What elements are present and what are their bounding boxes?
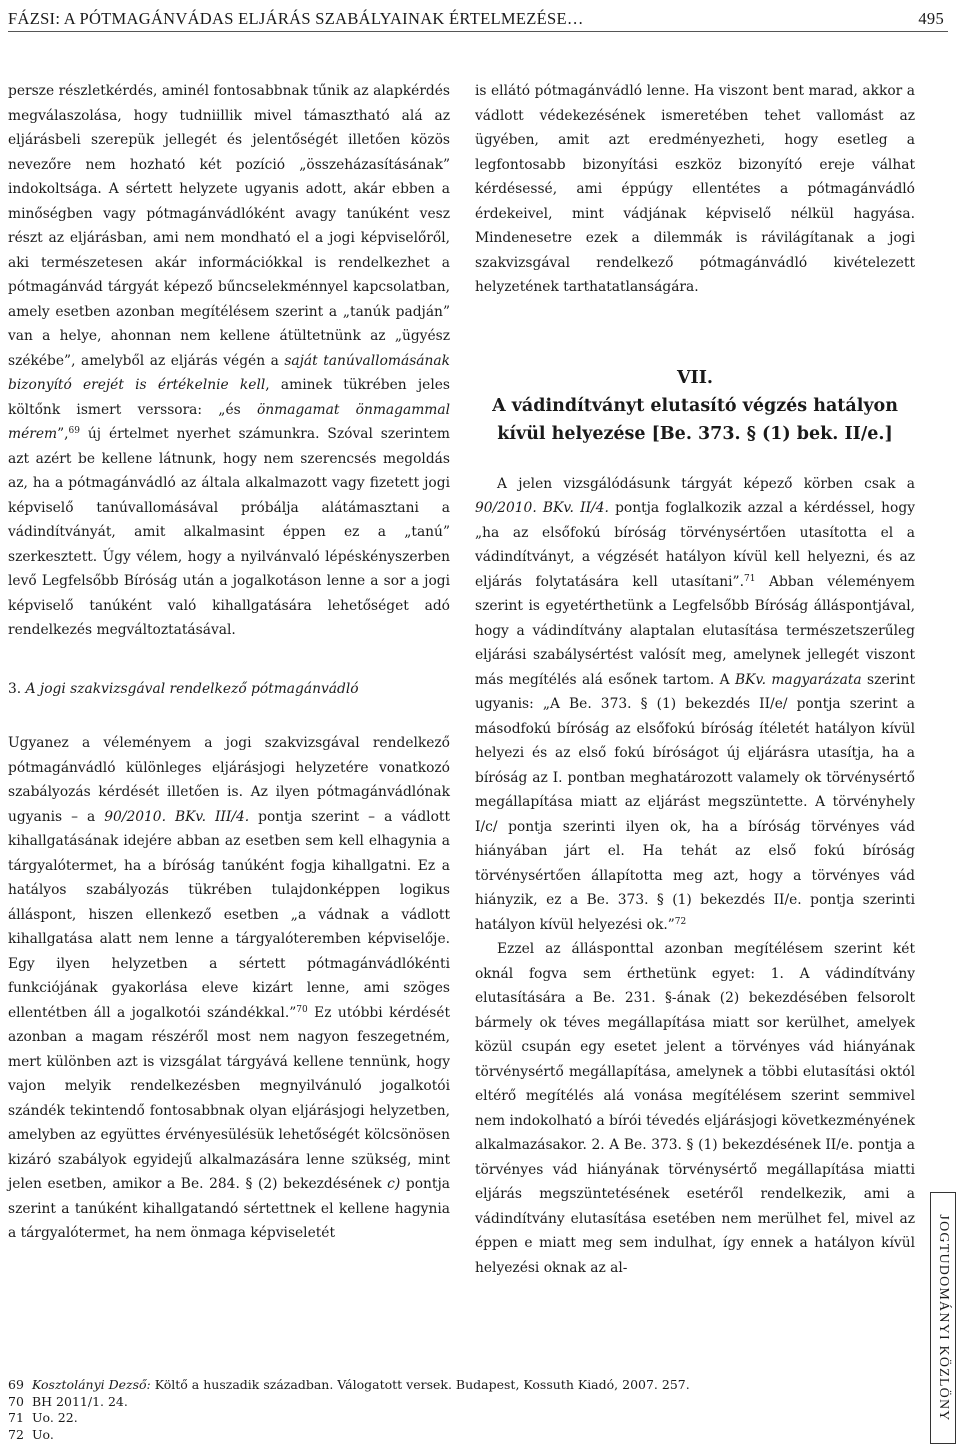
page-number: 495 — [918, 9, 944, 28]
left-column — [8, 79, 450, 1246]
footnote-ref-69[interactable]: 69 — [68, 426, 80, 436]
right-column — [475, 79, 915, 1280]
body-paragraph: Ugyanez a véleményem a jogi szakvizsgával rendelkező pótmagánvádló különleges eljárásjogi helyzetére vonatkozó szabályozás kérdését illetően is. Az ilyen pótmagánvádlónak ugyanis – a 90/2010. BKv. III/4. pontja szerint – a vádlott kihallgatásának idejére abban az esetben sem kell elhagynia a tárgyalótermet, ha a bíróság tanúként fogja kihallgatni. Ez a hatályos szabályozás tükrében tulajdonképpen logikus álláspont, hiszen ellenkező esetben „a vádnak a vádlott kihallgatása alatt nem lenne a tárgyalóteremben képviselője. Egy ilyen helyzetben a sértett pótmagánvádlókénti funkciójának gyakorlása eleve kizárt lenne, ami szöges ellentétben áll a jogalkotói szándékkal.”$^{70}$ Ez utóbbi kérdését azonban a magam részéről most nem nagyon feszegetném, mert különben azt is vizsgálat tárgyává kellene tennünk, hogy vajon melyik rendelkezésben megnyilvánuló jogalkotói szándék tekintendő fontosabbnak olyan eljárásjogi helyzetben, amelyben az együttes érvényesülésük lehetőségét kölcsönösen kizáró szabályok egyidejű alkalmazására lenne szükség, mint jelen esetben, amikor a Be. 284. § (2) bekezdésének c) pontja szerint a tanúként kihallgatandó sértettnek el kellene hagynia a tárgyalótermet, ha nem önmaga képviseletét — [8, 735, 450, 1241]
chapter-title-line-2: kívül helyezése [Be. 373. § (1) bek. II/e.] — [497, 423, 893, 444]
body-paragraph: A jelen vizsgálódásunk tárgyát képező körben csak a 90/2010. BKv. II/4. pontja foglalkozik azzal a kérdéssel, hogy „ha az elsőfokú bíróság törvénysértően utasította el a vádindítványt, a végzését hatályon kívül kell helyezni, és az eljárás folytatására kell utasítani”.$^{71}$ Abban véleményem szerint is egyetérthetünk a Legfelsőbb Bíróság álláspontjával, hogy a vádindítvány alaptalan elutasítása természetszerűleg eljárási szabálysértést valósít meg, amelynek jellegét viszont más megítélés alá esőnek tartom. A BKv. magyarázata szerint ugyanis: „A Be. 373. § (1) bekezdés II/e/ pontja szerint a másodfokú bíróság az elsőfokú bíróság ítéletét hatályon kívül helyezi és az első fokú bíróságot új eljárásra utasítja, ha a bíróság az I. pontban meghatározott valamely ok törvénysértő megállapítása miatt az eljárást megszüntette. A törvényhely I/c/ pontja szerinti ilyen ok, ha a bíróság törvényes vád hiányában járt el. Ha tehát az első fokú bíróság törvénysértően állapította meg azt, hogy a törvényes vád hiányzik, ez a Be. 373. § (1) bekezdés II/e. pontja szerinti hatályon kívül helyezési ok.”$^{72}$ — [475, 475, 915, 933]
chapter-number: VII. — [676, 367, 714, 388]
footnote-ref-71[interactable]: 71 — [743, 573, 756, 584]
footnote-70: 70 BH 2011/1. 24. — [8, 1393, 128, 1409]
running-title: FÁZSI: A PÓTMAGÁNVÁDAS ELJÁRÁS SZABÁLYAINAK ÉRTELMEZÉSE… — [8, 9, 584, 28]
journal-sidebar-tab — [930, 1192, 956, 1444]
body-paragraph: Ezzel az állásponttal azonban megítélésem szerint két oknál fogva sem érthetünk egyet: 1. A vádindítvány elutasítására a Be. 231. §-ának (2) bekezdésében felsorolt bármely ok téves megállapítása miatt sor kerülhet, amelyek közül csupán egy esetet jelent a törvényes vád hiányának törvénysértő megállapítása, amelynek a többi elutasítási októl eltérő megítélés alá vonása megítélésem szerint semmivel nem indokolható a bírói tévedés eljárásjogi következményének alkalmazásakor. 2. A Be. 373. § (1) bekezdésének II/e. pontja a törvényes vád hiányának törvénysértő megállapítása miatti eljárás megszüntetésének esetéről rendelkezik, ami a vádindítvány elutasítása esetében nem merülhet fel, mivel az éppen e miatt meg sem indulhat, így ennek a hatályon kívül helyezési oknak az al- — [475, 941, 915, 1276]
footnotes — [8, 1377, 908, 1443]
chapter-title-line-1: A vádindítványt elutasító végzés hatályon — [492, 395, 898, 416]
subheading-number: 3. — [8, 680, 22, 697]
footnote-ref-72[interactable]: 72 — [674, 916, 687, 927]
running-header — [8, 5, 948, 32]
journal-name: JOGTUDOMÁNYI KÖZLÖNY — [936, 1214, 951, 1422]
footnote-69: 69 Kosztolányi Dezső: Költő a huszadik században. Válogatott versek. Budapest, Kossuth Kiadó, 2007. 257. — [8, 1377, 690, 1392]
body-paragraph: is ellátó pótmagánvádló lenne. Ha viszont bent marad, akkor a vádlott védekezésének ismeretében tehet vallomást az ügyében, amit azt eredményezheti, hogy esetleg a legfontosabb bizonyítási eszköz bizonyító ereje válhat kérdésessé, ami éppúgy ellentétes a pótmagánvádló érdekeivel, mint vádjának képviselő nélkül hagyása. Mindenesetre ezek a dilemmák is rávilágítanak a jogi szakvizsgával rendelkező pótmagánvádló kivételezett helyzetének tarthatatlanságára. — [475, 83, 915, 295]
subheading-title: A jogi szakvizsgával rendelkező pótmagánvádló — [25, 680, 359, 697]
body-paragraph: persze részletkérdés, aminél fontosabbnak tűnik az alapkérdés megválaszolása, hogy tudniillik mivel támasztható alá az eljárásbeli szerepük jellegét és jelentőségét illetően közös nevezőre nem hozható két pozíció „összeházasításának” indokoltsága. A sértett helyzete ugyanis adott, akár ebben a minőségben vagy pótmagánvádlóként avagy tanúként vesz részt az eljárásban, ami nem mondható el a jogi képviselőről, aki természetesen akár információkkal is rendelkezhet a pótmagánvád tárgyát képező bűncselekménnyel kapcsolatban, amely esetben azonban megítélésem szerint a „tanúk padján” van a helye, ahonnan nem kellene átültetnünk az „ügyész székébe”, amelyből az eljárás végén a saját tanúvallomásának bizonyító erejét is értékelnie kell, aminek tükrében jeles költőnk ismert verssora: „és önmagamat önmagammal mérem”,$^{69}$ új értelmet nyerhet számunkra. Szóval szerintem azt azért be kellene látnunk, hogy nem szerencsés megoldás az, ha a pótmagánvádló az általa alkalmazott vagy fizetett jogi képviselő tanúvallomásával próbálja alátámasztani a vádindítványát, amit alkalmasint éppen ez a „tanú” szerkesztett. Úgy vélem, hogy a nyilvánvaló lépéskényszerben levő Legfelsőbb Bíróság után a jogalkotáson lenne a sor a jogi képviselő tanúként való kihallgatására lehetőséget adó rendelkezés megváltoztatásával. — [8, 83, 450, 638]
footnote-71: 71 Uo. 22. — [8, 1410, 78, 1425]
footnote-72: 72 Uo. — [8, 1426, 54, 1442]
section-subheading — [8, 677, 450, 702]
footnote-ref-70[interactable]: 70 — [296, 1004, 308, 1015]
chapter-heading — [475, 364, 915, 448]
